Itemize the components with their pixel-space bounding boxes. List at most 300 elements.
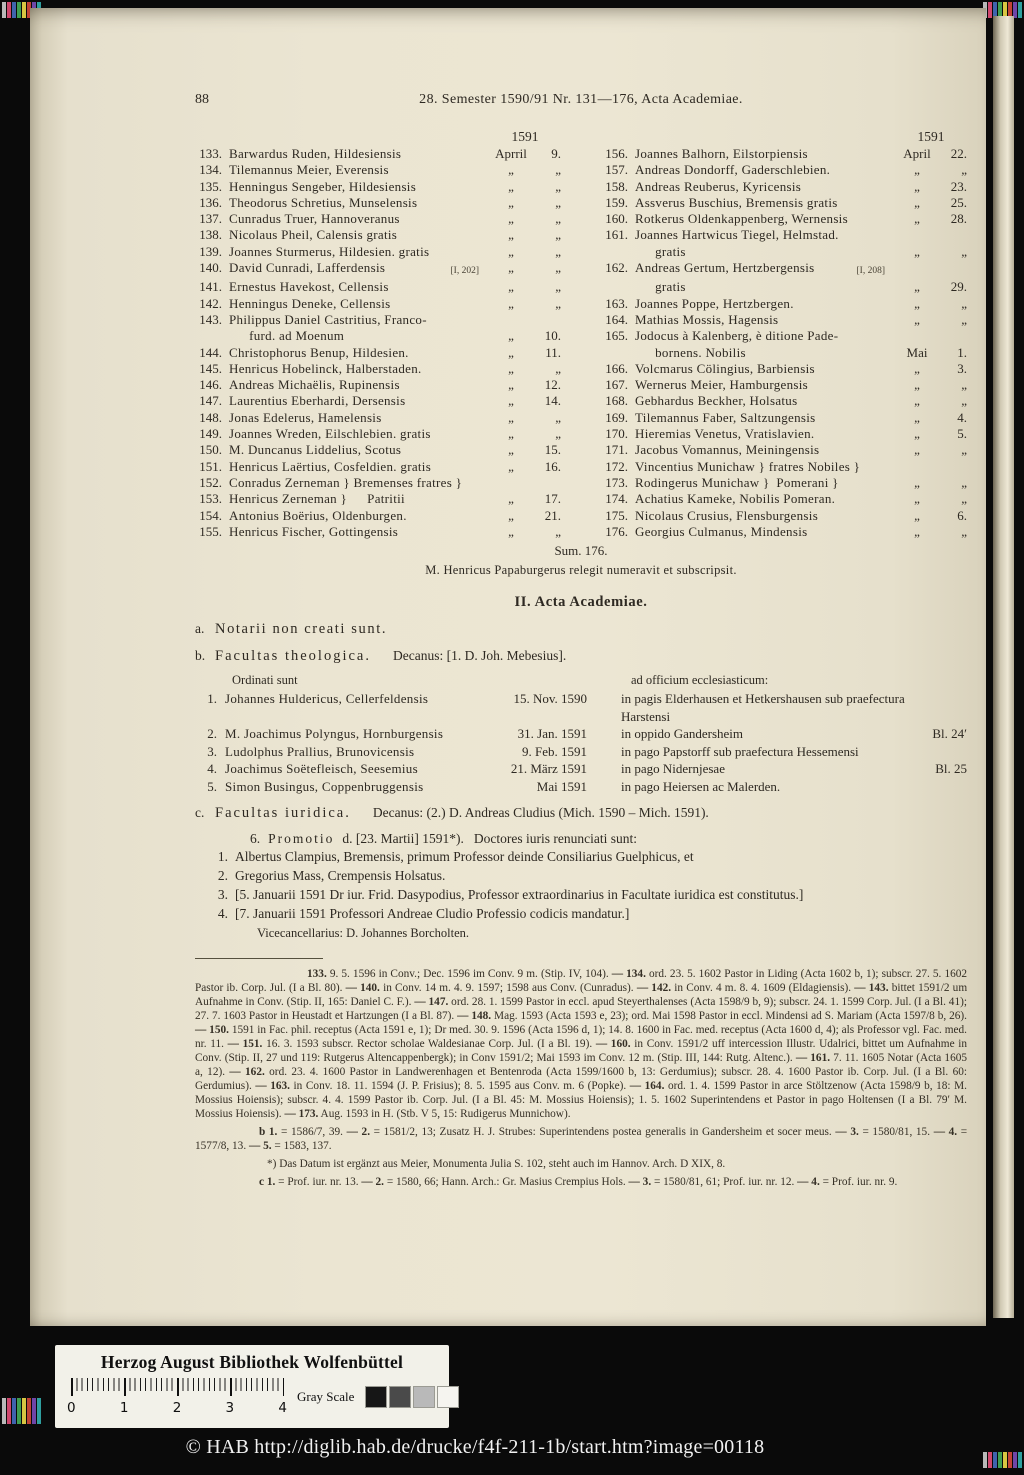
ordinati-header-right: ad officium ecclesiasticum:: [631, 673, 769, 688]
calibration-bar: [993, 1452, 997, 1468]
ordinati-row: [195, 690, 967, 725]
calibration-card: [55, 1345, 449, 1428]
matriculation-entry: [195, 410, 561, 426]
entry-date-month: „: [508, 194, 514, 210]
entry-name: Joannes Wreden, Eilschlebien. gratis: [229, 426, 431, 442]
entry-date-month: „: [914, 279, 920, 295]
entry-date-day: 11.: [545, 344, 561, 360]
entry-number: 138.: [199, 227, 222, 243]
ordinati-name: Simon Busingus, Coppenbruggensis: [225, 778, 424, 794]
entry-name: David Cunradi, Lafferdensis: [229, 260, 386, 276]
ruler-number: 0: [67, 1400, 76, 1416]
entry-name: Joannes Poppe, Hertzbergen.: [635, 295, 794, 311]
entry-date-month: „: [508, 360, 514, 376]
footnote-ref: — 3.: [835, 1126, 859, 1139]
entry-date-day: „: [555, 295, 561, 311]
entry-date-month: „: [914, 243, 920, 259]
year-heading-left: 1591: [511, 129, 539, 144]
entry-name: Nicolaus Crusius, Flensburgensis: [635, 507, 819, 523]
entry-date-day: 29.: [950, 279, 967, 295]
matriculation-entry: [601, 410, 967, 426]
entry-name: Gebhardus Beckher, Holsatus: [635, 393, 798, 409]
entry-date-month: „: [914, 426, 920, 442]
entry-number: 150.: [199, 442, 222, 458]
entry-date-month: „: [914, 442, 920, 458]
entry-date-day: „: [961, 377, 967, 393]
entry-number: 133.: [199, 146, 222, 161]
matriculation-entry: [601, 475, 967, 491]
entry-number: 149.: [199, 426, 222, 442]
cm-ruler: [67, 1378, 285, 1416]
entry-number: 167.: [605, 377, 628, 393]
entry-date-month: [895, 260, 939, 279]
calibration-bar: [988, 1452, 992, 1468]
entry-number: 145.: [199, 360, 222, 376]
entry-date-month: „: [508, 523, 514, 539]
ordinati-name: M. Joachimus Polyngus, Hornburgensis: [225, 726, 444, 742]
entry-date-month: [489, 312, 533, 328]
footnote-item: [361, 1176, 628, 1188]
footnote-text: in Conv. 1591/2 uff intercession Illustr. Udalrici, bittet um Aufnahme in Conv. (Stip. II, 27 und 119: Rutgerus Altencappenbergk); in Conv 1591/2; Mai 1593 im Conv. 12 m. (Stip. III, 144: Rutg. Altenc.).: [195, 1038, 968, 1065]
footnote-ref: — 2.: [346, 1126, 371, 1139]
matriculation-entry: [601, 227, 967, 243]
entry-number: 143.: [199, 311, 222, 327]
entry-number: 135.: [199, 178, 222, 194]
calibration-bar: [998, 1452, 1002, 1468]
entry-name: Vincentius Munichaw } fratres Nobiles }: [635, 458, 861, 474]
entry-date-month: „: [914, 295, 920, 311]
section-a: [195, 621, 967, 638]
matriculation-entry: [195, 211, 561, 227]
calibration-bar: [17, 1398, 21, 1424]
entry-name: Volcmarus Cölingius, Barbiensis: [635, 360, 815, 376]
entry-number: 171.: [605, 442, 628, 458]
entry-name: Tilemannus Meier, Everensis: [229, 162, 389, 178]
promotio-word: Promotio: [268, 831, 335, 847]
footnote-ref: — 173.: [284, 1108, 319, 1121]
calibration-bar: [22, 2, 26, 18]
matriculation-entry: [195, 361, 561, 377]
matriculation-entry: [601, 508, 967, 524]
entry-name: Ernestus Havekost, Cellensis: [229, 279, 389, 295]
entry-number: 163.: [605, 295, 628, 311]
calibration-card-body: [67, 1378, 437, 1416]
matriculation-entry: [195, 162, 561, 178]
doctores-number: 1.: [217, 849, 228, 865]
entry-name: Georgius Culmanus, Mindensis: [635, 523, 808, 539]
ruler-ticks: [71, 1378, 283, 1391]
gray-scale-block: [297, 1386, 459, 1408]
footnote-item: [255, 1080, 629, 1092]
calibration-bar: [12, 1398, 16, 1424]
footnote-ref: — 163.: [255, 1080, 290, 1093]
entry-name: Henningus Sengeber, Hildesiensis: [229, 178, 417, 194]
footnote-ref: b 1.: [259, 1126, 278, 1139]
entry-date-month: „: [508, 491, 514, 507]
entry-number: 144.: [199, 344, 222, 360]
entry-marginal-note: [I, 202]: [450, 266, 479, 277]
ordinati-number: 3.: [207, 743, 217, 759]
footnote-text: ord. 23. 5. 1602 Pastor in Liding (Acta 1602 b, 1); subscr. 27. 5. 1602 Pastor ib. Corp. Jul. (I a Bl. 80).: [195, 968, 968, 995]
entry-date-month: April: [903, 146, 931, 161]
entry-number: 161.: [605, 227, 628, 243]
matriculation-entry: [601, 179, 967, 195]
doctores-number: 4.: [217, 906, 228, 922]
matriculation-entry: [601, 524, 967, 540]
matriculation-entry: [195, 524, 561, 540]
entry-date-day: 17.: [544, 491, 561, 507]
matriculation-entry: [601, 279, 967, 295]
entry-name: Joannes Balhorn, Eilstorpiensis: [635, 146, 808, 161]
entry-name: Rotkerus Oldenkappenberg, Wernensis: [635, 211, 848, 227]
entry-date-day: „: [555, 260, 561, 276]
calibration-bar: [27, 1398, 31, 1424]
entry-number: 176.: [605, 523, 628, 539]
doctores-list: [195, 847, 967, 923]
ordinati-place: in pago Heiersen ac Malerden.: [621, 778, 781, 794]
ordinati-date: 31. Jan. 1591: [517, 726, 587, 742]
ordinati-place: in pago Papstorff sub praefectura Hessemensi: [621, 743, 859, 759]
entry-number: 146.: [199, 377, 222, 393]
gray-swatch: [413, 1386, 435, 1408]
entry-number: 162.: [605, 260, 628, 276]
entry-date-day: „: [961, 243, 967, 259]
digitization-caption: © HAB http://diglib.hab.de/drucke/f4f-211-1b/start.htm?image=00118: [185, 1436, 765, 1458]
entry-name: Philippus Daniel Castritius, Franco-: [229, 311, 427, 327]
sum-total: Sum. 176.: [554, 543, 608, 559]
entry-date-day: „: [555, 178, 561, 194]
matriculation-entry: [601, 296, 967, 312]
matriculation-entry: [601, 146, 967, 162]
entry-name: bornens. Nobilis: [635, 344, 746, 360]
entry-number: 141.: [199, 279, 222, 295]
matriculation-entry: [601, 328, 967, 344]
entry-name: Henricus Zerneman } Patritii: [229, 491, 405, 507]
doctores-text: [5. Januarii 1591 Dr iur. Frid. Dasypodius, Professor extraordinarius in Facultate iuridica est constitutus.]: [235, 887, 804, 903]
entry-number: 159.: [605, 194, 628, 210]
entry-date-month: „: [508, 178, 514, 194]
footnote-text: = 1583, 137.: [274, 1140, 332, 1153]
footnote-ref: — 4.: [797, 1176, 820, 1189]
entry-name: Henricus Laërtius, Cosfeldien. gratis: [229, 458, 432, 474]
ordinati-place: in oppido Gandersheim: [621, 726, 744, 742]
matriculation-entry: [195, 426, 561, 442]
doctores-row: [195, 885, 967, 904]
entry-number: 174.: [605, 491, 628, 507]
entry-date-month: „: [508, 458, 514, 474]
footnote-text: = Prof. iur. nr. 13.: [278, 1176, 359, 1189]
entry-number: 147.: [199, 393, 222, 409]
entry-number: 154.: [199, 507, 222, 523]
entry-date-day: „: [555, 162, 561, 178]
entry-name: Andreas Dondorff, Gaderschlebien.: [635, 162, 831, 178]
entry-name: Joannes Sturmerus, Hildesien. gratis: [229, 243, 430, 259]
matriculation-entry: [195, 491, 561, 507]
entry-name: Christophorus Benup, Hildesien.: [229, 344, 409, 360]
gray-swatch: [365, 1386, 387, 1408]
entry-date-month: „: [508, 442, 514, 458]
entry-date-month: [895, 459, 939, 475]
ordinati-row: [195, 725, 967, 743]
ordinati-date: 9. Feb. 1591: [522, 743, 587, 759]
entry-date-month: „: [508, 295, 514, 311]
entry-number: 160.: [605, 211, 628, 227]
footnote-text: ord. 23. 4. 1600 Pastor in Landwerenhagen et Bentenroda (Acta 1599/1600 b, 13: Gerdumius); subscr. 28. 4. 1600 Pastor ib. Corp. Jul. (I a Bl. 60: Gerdumius).: [195, 1066, 968, 1093]
matriculation-entry: [195, 227, 561, 243]
entry-date-month: „: [914, 360, 920, 376]
entry-date-month: „: [508, 393, 514, 409]
footnote-text: 16. 3. 1593 subscr. Rector scholae Waldesianae Corp. Jul. (I a Bl. 19).: [266, 1038, 593, 1051]
footnote-text: = 1586/7, 39.: [281, 1126, 343, 1139]
matriculation-entry: [601, 393, 967, 409]
matriculation-entry: [601, 459, 967, 475]
footnote-text: = 1580, 66; Hann. Arch.: Gr. Masius Crempius Hols.: [386, 1176, 626, 1189]
entry-number: 168.: [605, 393, 628, 409]
matriculation-right-column: [601, 128, 967, 540]
matriculation-entry: [195, 146, 561, 162]
adjacent-page-edge: [993, 16, 1014, 1318]
matriculation-entry: [195, 195, 561, 211]
entry-date-day: „: [961, 474, 967, 490]
entry-name: Barwardus Ruden, Hildesiensis: [229, 146, 402, 161]
entry-date-month: „: [508, 426, 514, 442]
matriculation-entry: [195, 179, 561, 195]
entry-name: Conradus Zerneman } Bremenses fratres }: [229, 474, 463, 490]
entry-date-day: [939, 260, 967, 279]
entry-date-month: „: [914, 194, 920, 210]
ruler-number: 3: [225, 1400, 235, 1416]
matriculation-entry: [601, 260, 967, 279]
ordinati-name: Ludolphus Prallius, Brunovicensis: [225, 743, 415, 759]
entry-date-day: „: [961, 311, 967, 327]
footnote-ref: — 4.: [933, 1126, 958, 1139]
ordinati-row: [195, 778, 967, 796]
matriculation-entry: [601, 361, 967, 377]
gray-swatch: [437, 1386, 459, 1408]
entry-date-day: 21.: [544, 507, 561, 523]
entry-name: Nicolaus Pheil, Calensis gratis: [229, 227, 398, 243]
footnote-ref: — 162.: [229, 1066, 265, 1079]
entry-date-day: 3.: [957, 360, 967, 376]
ordinati-folio-ref: Bl. 24′: [932, 726, 967, 742]
entry-number: 173.: [605, 474, 628, 490]
calibration-bar: [2, 1398, 6, 1424]
footnote-ref: — 150.: [195, 1024, 229, 1037]
entry-name: gratis: [635, 279, 686, 295]
ordinati-number: 2.: [207, 726, 217, 742]
calibration-bar: [37, 1398, 41, 1424]
footnote-item: [629, 1176, 798, 1188]
entry-date-month: „: [508, 344, 514, 360]
matriculation-entry: [195, 296, 561, 312]
matriculation-left-column: [195, 128, 561, 540]
calibration-bar: [22, 1398, 26, 1424]
ordinati-row: [195, 760, 967, 778]
entry-date-day: 14.: [544, 393, 561, 409]
entry-name: Henningus Deneke, Cellensis: [229, 295, 391, 311]
footnote-item: [228, 1038, 596, 1050]
entry-date-day: 6.: [957, 507, 967, 523]
entry-name: Mathias Mossis, Hagensis: [635, 311, 779, 327]
footnote-text: = 1581/2, 13; Zusatz H. J. Strubes: Superintendens postea generalis in Gandersheim et socer meus.: [373, 1126, 832, 1139]
footnote-item: [637, 982, 854, 994]
entry-number: 155.: [199, 523, 222, 539]
entry-name: Assverus Buschius, Bremensis gratis: [635, 194, 838, 210]
page-number: 88: [195, 92, 209, 107]
matriculation-entry: [195, 260, 561, 279]
entry-number: [195, 328, 229, 344]
entry-number: 152.: [199, 474, 222, 490]
calibration-bar: [32, 1398, 36, 1424]
entry-date-day: „: [555, 211, 561, 227]
entry-date-day: „: [961, 295, 967, 311]
matriculation-entry: [195, 244, 561, 260]
calibration-bar: [17, 2, 21, 18]
footnote-item: [835, 1126, 933, 1138]
entry-date-month: [895, 227, 939, 243]
footnote-ref: — 147.: [414, 996, 449, 1009]
footnote-text: in Conv. 4 m. 8. 4. 1609 (Eldagiensis).: [674, 982, 852, 995]
footnote-text: = 1580/81, 61; Prof. iur. nr. 12.: [653, 1176, 795, 1189]
calibration-bar: [983, 1452, 987, 1468]
ruler-number: 4: [278, 1400, 287, 1416]
ordinati-number: 4.: [207, 761, 217, 777]
entry-name: Jodocus à Kalenberg, è ditione Pade-: [635, 328, 839, 344]
gray-scale-label: Gray Scale: [297, 1389, 355, 1404]
entry-name: Henricus Hobelinck, Halberstaden.: [229, 360, 422, 376]
entry-date-month: „: [914, 377, 920, 393]
entry-name: Jonas Edelerus, Hamelensis: [229, 409, 382, 425]
entry-name: Joannes Hartwicus Tiegel, Helmstad.: [635, 227, 839, 243]
footnote-ref: — 2.: [361, 1176, 384, 1189]
matriculation-entry: [195, 508, 561, 524]
promotio-number: 6.: [250, 831, 261, 847]
calibration-bar: [1018, 1452, 1022, 1468]
entry-date-day: „: [555, 194, 561, 210]
footnote-ref: — 164.: [629, 1080, 665, 1093]
entry-number: 136.: [199, 194, 222, 210]
entry-date-month: „: [508, 377, 514, 393]
entry-date-day: „: [555, 426, 561, 442]
matriculation-entry: [601, 491, 967, 507]
matriculation-entry: [601, 244, 967, 260]
section-a-text: Notarii non creati sunt.: [215, 621, 388, 638]
matriculation-entry: [601, 162, 967, 178]
calibration-bar: [988, 2, 992, 18]
library-name: Herzog August Bibliothek Wolfenbüttel: [100, 1352, 404, 1372]
entry-name: Jacobus Vomannus, Meiningensis: [635, 442, 820, 458]
ordinati-place: in pago Nidernjesae: [621, 761, 725, 777]
entry-date-day: 10.: [544, 328, 561, 344]
section-b-letter: b.: [195, 648, 206, 664]
footnote-ref: — 148.: [457, 1010, 492, 1023]
entry-date-day: 4.: [957, 409, 967, 425]
entry-date-day: 1.: [957, 344, 967, 360]
entry-name: Tilemannus Faber, Saltzungensis: [635, 409, 816, 425]
entry-date-day: „: [961, 442, 967, 458]
section-b: [195, 648, 967, 665]
footnote-text: 9. 5. 1596 in Conv.; Dec. 1596 im Conv. 9 m. (Stip. IV, 104).: [329, 968, 609, 981]
ordinati-row: [195, 743, 967, 761]
matriculation-entry: [195, 312, 561, 328]
subscription-line: M. Henricus Papaburgerus relegit numeravit et subscripsit.: [425, 563, 737, 578]
footnote-text: ord. 28. 1. 1599 Pastor in eccl. apud Steyerthalenses (Acta 1598/9 b, 9); subscr. 24. 1. 1599 Corp. Jul. (I a Bl. 41); 27. 7. 1603 Pastor in Heustadt et Hartzungen (I a Bl. 87).: [195, 996, 968, 1023]
doctores-text: [7. Januarii 1591 Professori Andreae Cludio Professio codicis mandatur.]: [235, 906, 630, 922]
footnote-item: [346, 982, 637, 994]
entry-date-day: „: [555, 360, 561, 376]
entry-number: 164.: [605, 311, 628, 327]
ruler-number: 1: [119, 1400, 129, 1416]
entry-date-day: [939, 328, 967, 344]
entry-date-day: „: [555, 243, 561, 259]
matriculation-entry: [601, 345, 967, 361]
calibration-bar: [1003, 1452, 1007, 1468]
entry-number: [601, 244, 635, 260]
footnote-ref: — 160.: [595, 1038, 631, 1051]
ordinati-list: [195, 690, 967, 795]
entry-number: 137.: [199, 211, 222, 227]
entry-date-day: „: [555, 409, 561, 425]
entry-date-day: 15.: [544, 442, 561, 458]
footnote-item: [249, 1140, 332, 1152]
entry-date-month: „: [508, 162, 514, 178]
entry-date-day: 12.: [544, 377, 561, 393]
ordinati-number: 5.: [207, 778, 217, 794]
entry-number: 175.: [605, 507, 628, 523]
calibration-bar: [1013, 1452, 1017, 1468]
doctores-row: [195, 904, 967, 923]
ordinati-header-left: Ordinati sunt: [232, 673, 298, 688]
entry-date-month: „: [914, 211, 920, 227]
entry-date-month: [895, 328, 939, 344]
gray-swatch: [389, 1386, 411, 1408]
footnote-text: Das Datum ist ergänzt aus Meier, Monumenta Julia S. 102, steht auch im Hannov. Arch. D XIX, 8.: [279, 1158, 726, 1171]
entry-number: 158.: [605, 178, 628, 194]
promotio-date: d. [23. Martii] 1591*).: [342, 831, 464, 847]
footnote-item: [347, 1126, 836, 1138]
footnote-item: [307, 968, 612, 980]
section-title: II. Acta Academiae.: [514, 594, 648, 611]
ordinati-folio-ref: Bl. 25: [935, 761, 967, 777]
entry-date-day: 5.: [957, 426, 967, 442]
entry-number: 165.: [605, 328, 628, 344]
entry-number: 148.: [199, 409, 222, 425]
vicecancellarius-line: Vicecancellarius: D. Johannes Borcholten.: [257, 926, 470, 941]
ordinati-date: 21. März 1591: [510, 761, 587, 777]
page-header: [195, 92, 967, 110]
entry-name: Cunradus Truer, Hannoveranus: [229, 211, 400, 227]
entry-date-day: „: [555, 227, 561, 243]
promotio-line: [250, 831, 967, 847]
calibration-bar: [1018, 2, 1022, 18]
ruler-number: 2: [172, 1400, 182, 1416]
entry-date-month: „: [914, 178, 920, 194]
entry-number: 156.: [605, 146, 628, 161]
calibration-bar: [12, 2, 16, 18]
footnote-item: [284, 1108, 570, 1120]
entry-date-month: „: [508, 328, 514, 344]
ordinati-number: 1.: [207, 691, 217, 707]
entry-date-month: „: [508, 507, 514, 523]
entry-number: 170.: [605, 426, 628, 442]
entry-marginal-note: [I, 208]: [856, 266, 885, 277]
footnote-item: [259, 1126, 347, 1138]
entry-date-day: [533, 312, 561, 328]
calibration-strip-bottom-left: [2, 1398, 41, 1424]
section-b-name: Facultas theologica.: [215, 648, 371, 665]
matriculation-entry: [195, 475, 561, 491]
section-c-name: Facultas iuridica.: [215, 805, 351, 822]
